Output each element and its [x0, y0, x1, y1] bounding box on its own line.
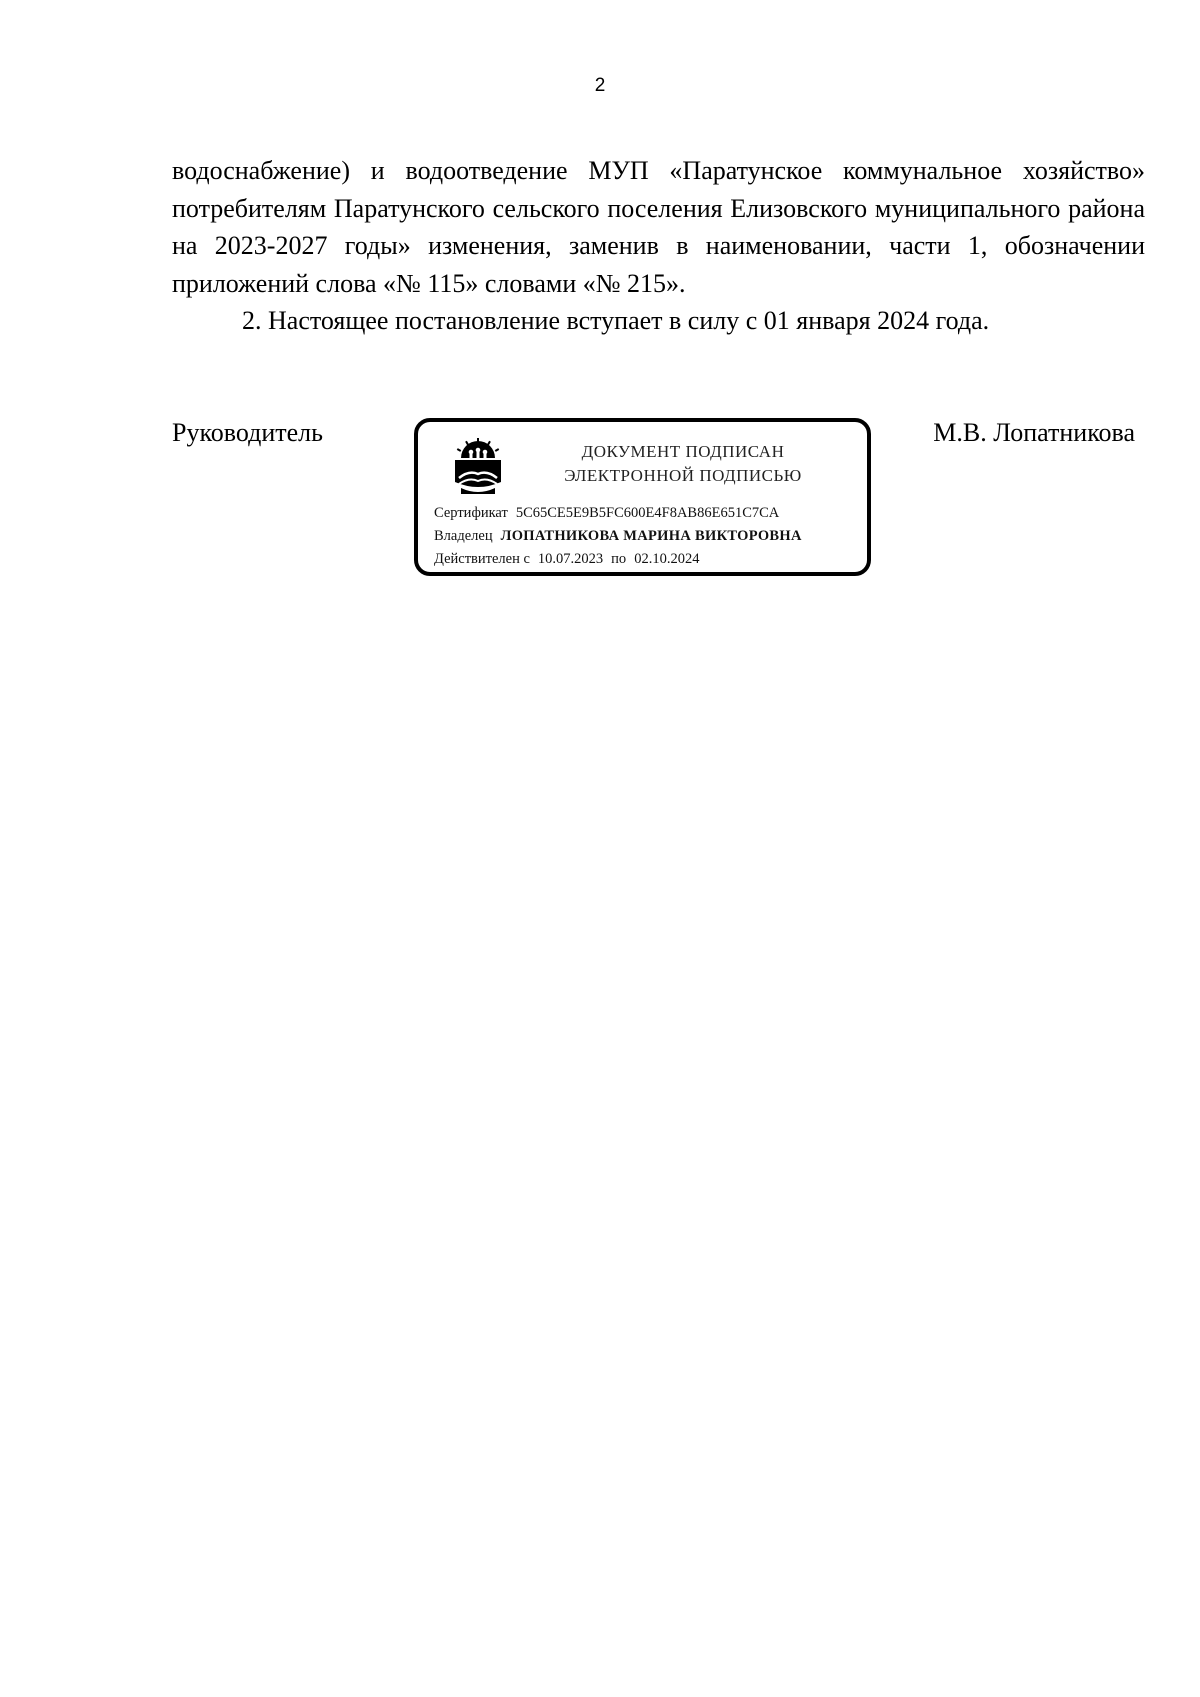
certificate-label: Сертификат: [434, 505, 508, 521]
stamp-validity-line: [434, 550, 699, 568]
valid-to-label: по: [611, 551, 627, 567]
valid-from: 10.07.2023: [537, 551, 604, 567]
paragraph-continued: водоснабжение) и водоотведение МУП «Паратунское коммунальное хозяйство» потребителям Паратунского сельского поселения Елизовского муниципального района на 2023-2027 годы» изменения, заменив в наименовании, части 1, обозначении приложений слова «№ 115» словами «№ 215».: [172, 156, 1145, 298]
document-body: [172, 152, 1145, 340]
coat-of-arms-icon: [451, 438, 505, 496]
certificate-value: 5C65CE5E9B5FC600E4F8AB86E651C7CA: [515, 505, 780, 521]
signer-title: Руководитель: [172, 418, 323, 447]
owner-label: Владелец: [434, 528, 493, 544]
stamp-certificate-line: [434, 504, 779, 522]
stamp-header: [528, 440, 838, 488]
owner-value: ЛОПАТНИКОВА МАРИНА ВИКТОРОВНА: [500, 528, 802, 544]
page-number: 2: [594, 75, 606, 96]
signer-name: М.В. Лопатникова: [933, 418, 1135, 447]
valid-label: Действителен с: [434, 551, 530, 567]
electronic-signature-stamp: [414, 418, 871, 576]
stamp-header-line-1: ДОКУМЕНТ ПОДПИСАН: [581, 442, 785, 461]
stamp-header-line-2: ЭЛЕКТРОННОЙ ПОДПИСЬЮ: [564, 466, 802, 485]
stamp-owner-line: [434, 527, 802, 545]
valid-to: 02.10.2024: [634, 551, 700, 567]
paragraph-2: 2. Настоящее постановление вступает в силу с 01 января 2024 года.: [242, 306, 990, 335]
